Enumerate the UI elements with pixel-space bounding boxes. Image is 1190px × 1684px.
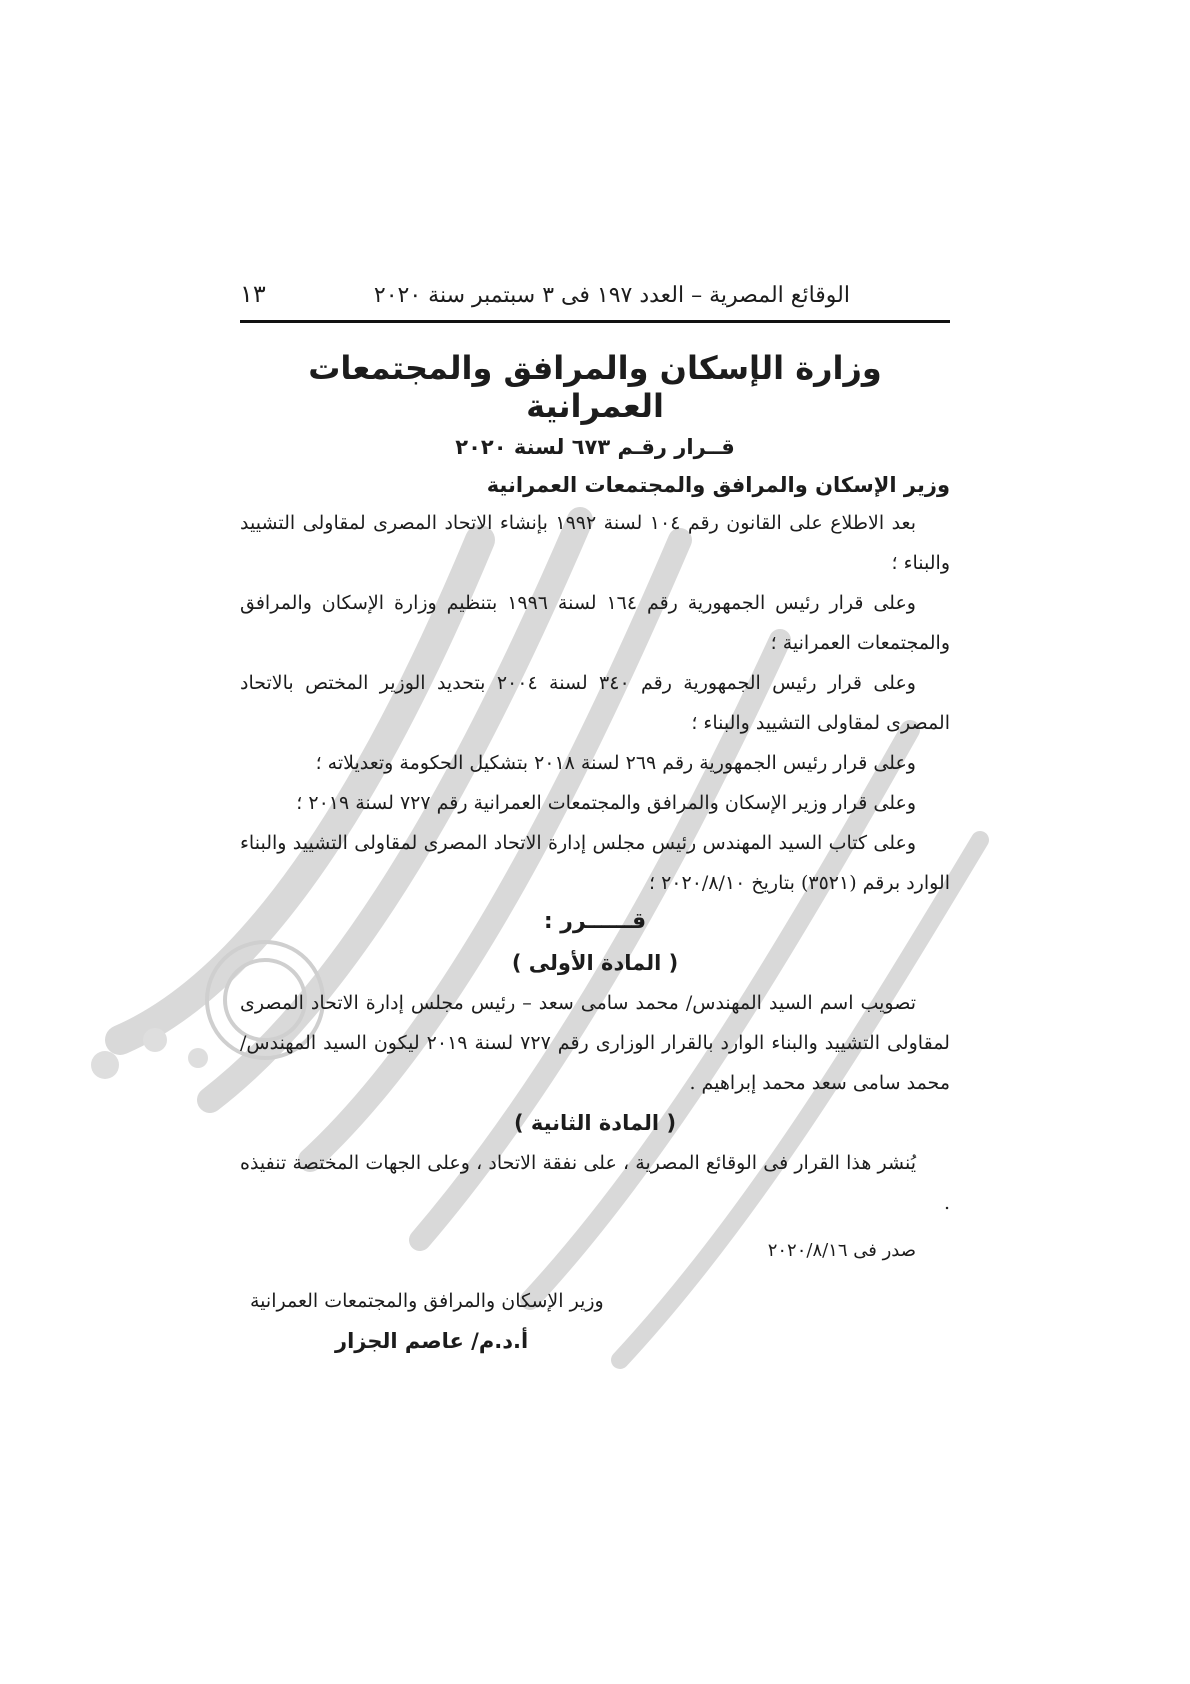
gazette-issue-line: الوقائع المصرية – العدد ١٩٧ فى ٣ سبتمبر سنة ٢٠٢٠ bbox=[373, 283, 850, 308]
header-divider bbox=[240, 320, 950, 323]
article-1-title: ( المادة الأولى ) bbox=[511, 951, 679, 975]
signatory-title: وزير الإسكان والمرافق والمجتمعات العمرانية bbox=[250, 1290, 604, 1312]
decree-number: قــرار رقـم ٦٧٣ لسنة ٢٠٢٠ bbox=[455, 435, 735, 459]
preamble-item: وعلى قرار وزير الإسكان والمرافق والمجتمعات العمرانية رقم ٧٢٧ لسنة ٢٠١٩ ؛ bbox=[296, 792, 916, 814]
issued-date: صدر فى ٢٠٢٠/٨/١٦ bbox=[767, 1240, 916, 1261]
decided-label: قــــــرر : bbox=[543, 909, 647, 934]
gazette-header bbox=[240, 268, 950, 308]
signatory-name: أ.د.م/ عاصم الجزار bbox=[335, 1329, 529, 1353]
article-2-title: ( المادة الثانية ) bbox=[513, 1111, 677, 1135]
page-number: ١٣ bbox=[240, 280, 266, 308]
preamble-item: وعلى قرار رئيس الجمهورية رقم ١٦٤ لسنة ١٩٩٦ بتنظيم وزارة الإسكان والمرافق والمجتمعات العمرانية ؛ bbox=[240, 592, 950, 654]
preamble-item: وعلى قرار رئيس الجمهورية رقم ٢٦٩ لسنة ٢٠١٨ بتشكيل الحكومة وتعديلاته ؛ bbox=[315, 752, 916, 774]
preamble bbox=[240, 503, 950, 903]
signature-block bbox=[240, 1281, 950, 1361]
minister-heading: وزير الإسكان والمرافق والمجتمعات العمرانية bbox=[486, 473, 950, 497]
ministry-title: وزارة الإسكان والمرافق والمجتمعات العمرانية bbox=[308, 349, 882, 425]
preamble-item: وعلى قرار رئيس الجمهورية رقم ٣٤٠ لسنة ٢٠٠٤ بتحديد الوزير المختص بالاتحاد المصرى لمقاولى التشييد والبناء ؛ bbox=[240, 672, 950, 734]
preamble-item: بعد الاطلاع على القانون رقم ١٠٤ لسنة ١٩٩٢ بإنشاء الاتحاد المصرى لمقاولى التشييد والبناء ؛ bbox=[240, 512, 950, 574]
preamble-item: وعلى كتاب السيد المهندس رئيس مجلس إدارة الاتحاد المصرى لمقاولى التشييد والبناء الوارد برقم (٣٥٢١) بتاريخ ٢٠٢٠/٨/١٠ ؛ bbox=[240, 832, 950, 894]
document-body bbox=[240, 268, 950, 1361]
article-1-text: تصويب اسم السيد المهندس/ محمد سامى سعد – رئيس مجلس إدارة الاتحاد المصرى لمقاولى التشييد والبناء الوارد بالقرار الوزارى رقم ٧٢٧ لسنة ٢٠١٩ ليكون السيد المهندس/ محمد سامى سعد محمد إبراهيم . bbox=[240, 992, 950, 1094]
article-2-text: يُنشر هذا القرار فى الوقائع المصرية ، على نفقة الاتحاد ، وعلى الجهات المختصة تنفيذه . bbox=[240, 1152, 950, 1214]
